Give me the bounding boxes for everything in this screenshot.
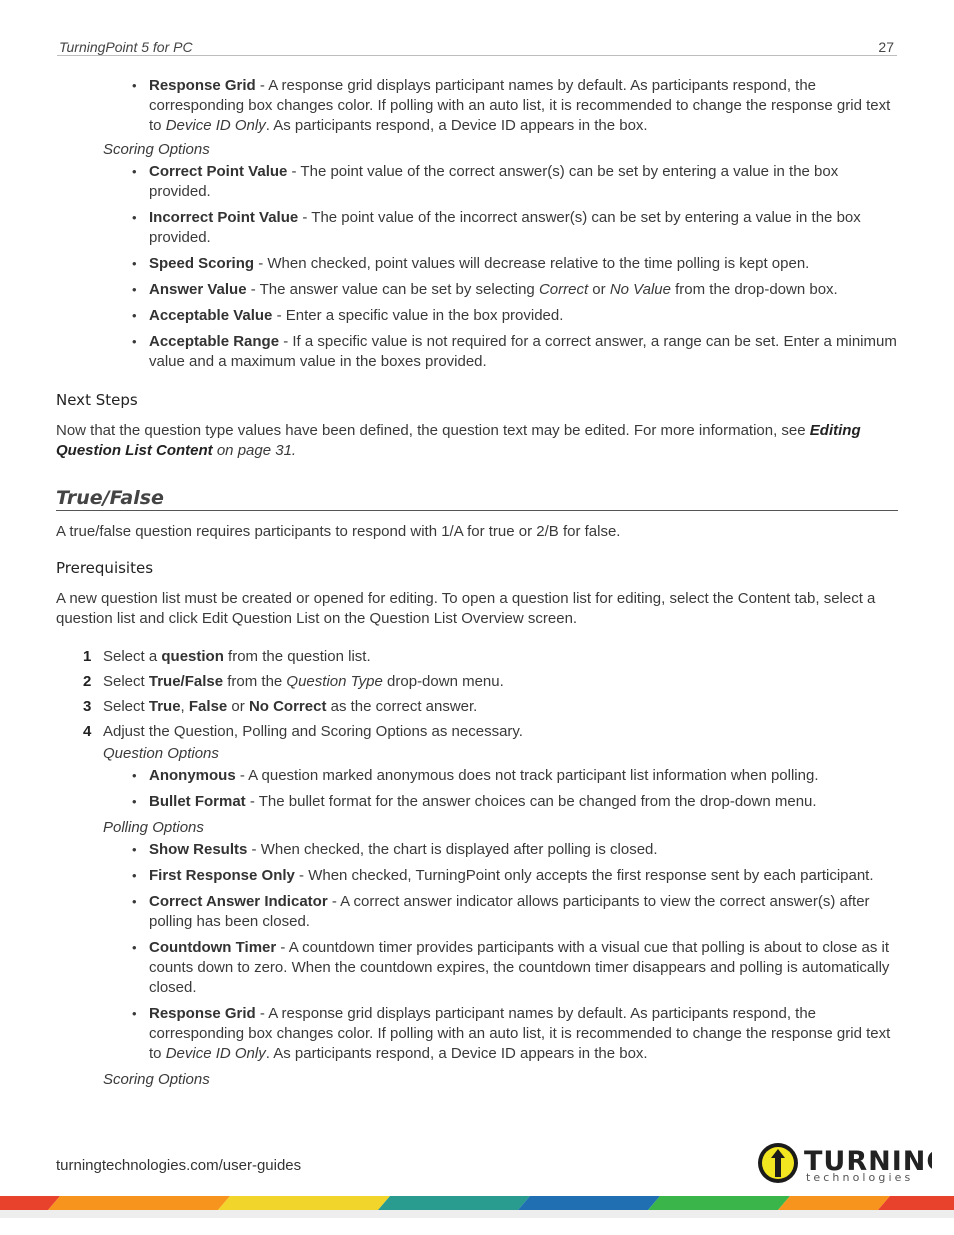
scoring-options-label: Scoring Options: [103, 1071, 210, 1088]
term: Correct Answer Indicator: [149, 893, 328, 910]
description: . As participants respond, a Device ID appears in the box.: [265, 117, 648, 134]
step-item: [83, 722, 898, 742]
description-emphasis: Device ID Only: [165, 1045, 266, 1062]
term: Incorrect Point Value: [149, 209, 299, 226]
logo-wordmark: TURNIN: [804, 1146, 927, 1177]
polling-options-label: Polling Options: [103, 819, 204, 836]
step-text: Select: [103, 673, 149, 690]
description: - A question marked anonymous does not track participant list information when polling.: [235, 767, 819, 784]
page-content: [56, 76, 898, 1092]
step-number: 4: [83, 723, 92, 740]
bullet-icon: •: [132, 768, 137, 783]
bullet-icon: •: [132, 940, 137, 955]
term: Acceptable Value: [149, 307, 273, 324]
prerequisites-text: A new question list must be created or opened for editing. To open a question list for editing, select the Content tab, select a question list and click Edit Question List on the Question List Overview screen.: [56, 590, 876, 627]
term: Show Results: [149, 841, 248, 858]
step-term: True/False: [148, 673, 224, 690]
list-item: [132, 938, 898, 998]
step-text: Select a: [103, 648, 162, 665]
polling-bullet-list: [56, 840, 898, 1064]
next-steps-page-ref: on page 31.: [212, 442, 297, 459]
bullet-icon: •: [132, 868, 137, 883]
bullet-icon: •: [132, 256, 137, 271]
step-item: [83, 672, 898, 692]
step-number: 3: [83, 698, 92, 715]
list-item: [132, 306, 898, 326]
step-item: [83, 697, 898, 717]
next-steps-heading: Next Steps: [56, 391, 138, 409]
prerequisites-heading: Prerequisites: [56, 559, 154, 577]
header-divider: [57, 55, 897, 56]
term: Speed Scoring: [149, 255, 255, 272]
question-options-label: Question Options: [103, 745, 219, 762]
bullet-icon: •: [132, 1006, 137, 1021]
description: - A countdown timer provides participants with a visual cue that polling is about to close as it counts down to zero. When the countdown expires, the countdown timer disappears and polling is automatically closed.: [149, 939, 890, 996]
step-number: 1: [83, 648, 92, 665]
step-term: True: [148, 698, 181, 715]
scoring-bullet-list: [56, 162, 898, 372]
bullet-icon: •: [132, 334, 137, 349]
next-steps-paragraph: [56, 421, 898, 461]
description: - The point value of the incorrect answer(s) can be set by entering a value in the box provided.: [149, 209, 861, 246]
header-title: TurningPoint 5 for PC: [59, 39, 193, 55]
description: - A correct answer indicator allows participants to view the correct answer(s) after polling has been closed.: [149, 893, 870, 930]
term: Answer Value: [149, 281, 247, 298]
steps-list: [56, 647, 898, 742]
color-stripe-bar: [0, 1196, 954, 1210]
list-item: [132, 162, 898, 202]
list-item: [132, 792, 898, 812]
turning-technologies-logo: [757, 1141, 932, 1187]
next-steps-text: Now that the question type values have been defined, the question text may be edited. For more information, see: [56, 422, 810, 439]
bullet-icon: •: [132, 308, 137, 323]
step-emphasis: Question Type: [286, 673, 383, 690]
description-emphasis: Device ID Only: [165, 117, 266, 134]
bullet-icon: •: [132, 210, 137, 225]
step-text: Adjust the Question, Polling and Scoring Options as necessary.: [103, 723, 523, 740]
step-text: from the question list.: [223, 648, 371, 665]
bullet-icon: •: [132, 78, 137, 93]
description: - The point value of the correct answer(s) can be set by entering a value in the box provided.: [149, 163, 839, 200]
scoring-options-label: Scoring Options: [103, 141, 210, 158]
true-false-heading: True/False: [56, 488, 898, 511]
question-bullet-list: [56, 766, 898, 812]
list-item: [132, 1004, 898, 1064]
term: Correct Point Value: [149, 163, 288, 180]
list-item: [132, 866, 898, 886]
footer-url[interactable]: turningtechnologies.com/user-guides: [56, 1157, 302, 1174]
description: - The answer value can be set by selecting: [246, 281, 539, 298]
term: Countdown Timer: [149, 939, 277, 956]
description: - When checked, the chart is displayed after polling is closed.: [247, 841, 658, 858]
description: - A response grid displays participant names by default. As participants respond, the corresponding box changes color. If polling with an auto list, it is recommended to change the response grid text to: [149, 77, 891, 134]
list-item: [132, 332, 898, 372]
description: - When checked, point values will decrease relative to the time polling is kept open.: [254, 255, 810, 272]
step-text: from the: [223, 673, 287, 690]
list-item: [132, 766, 898, 786]
term: Anonymous: [149, 767, 236, 784]
term: Acceptable Range: [149, 333, 280, 350]
list-item: [132, 892, 898, 932]
bullet-icon: •: [132, 282, 137, 297]
bullet-icon: •: [132, 842, 137, 857]
bottom-shadow: [0, 1210, 954, 1218]
list-item: [132, 840, 898, 860]
description: or: [588, 281, 610, 298]
term: Response Grid: [149, 77, 256, 94]
step-text: as the correct answer.: [326, 698, 478, 715]
list-item: [132, 76, 898, 136]
logo-subtitle: technologies: [806, 1171, 914, 1184]
step-text: Select: [103, 698, 149, 715]
list-item: [132, 208, 898, 248]
step-term: No Correct: [248, 698, 327, 715]
description-emphasis: No Value: [609, 281, 671, 298]
step-number: 2: [83, 673, 92, 690]
list-item: [132, 280, 898, 300]
description: - If a specific value is not required for a correct answer, a range can be set. Enter a minimum value and a maximum value in the boxes provided.: [149, 333, 897, 370]
true-false-description: A true/false question requires participants to respond with 1/A for true or 2/B for false.: [56, 523, 621, 540]
intro-bullet-list: [56, 76, 898, 136]
step-text: ,: [180, 698, 189, 715]
term: Response Grid: [149, 1005, 256, 1022]
term: Bullet Format: [149, 793, 246, 810]
step-term: False: [188, 698, 228, 715]
description: - When checked, TurningPoint only accepts the first response sent by each participant.: [294, 867, 874, 884]
step-text: or: [227, 698, 249, 715]
step-item: [83, 647, 898, 667]
description: from the drop-down box.: [670, 281, 838, 298]
step-term: question: [161, 648, 224, 665]
bullet-icon: •: [132, 894, 137, 909]
editing-question-list-link[interactable]: Editing Question List Content: [56, 422, 861, 459]
description: - The bullet format for the answer choices can be changed from the drop-down menu.: [245, 793, 817, 810]
bullet-icon: •: [132, 794, 137, 809]
description: - Enter a specific value in the box provided.: [272, 307, 564, 324]
bullet-icon: •: [132, 164, 137, 179]
turning-logo-graphic: [757, 1141, 932, 1187]
description: . As participants respond, a Device ID appears in the box.: [265, 1045, 648, 1062]
description: - A response grid displays participant names by default. As participants respond, the corresponding box changes color. If polling with an auto list, it is recommended to change the response grid text to: [149, 1005, 891, 1062]
term: First Response Only: [149, 867, 295, 884]
page-number: 27: [878, 39, 894, 55]
step-text: drop-down menu.: [382, 673, 504, 690]
description-emphasis: Correct: [538, 281, 589, 298]
list-item: [132, 254, 898, 274]
